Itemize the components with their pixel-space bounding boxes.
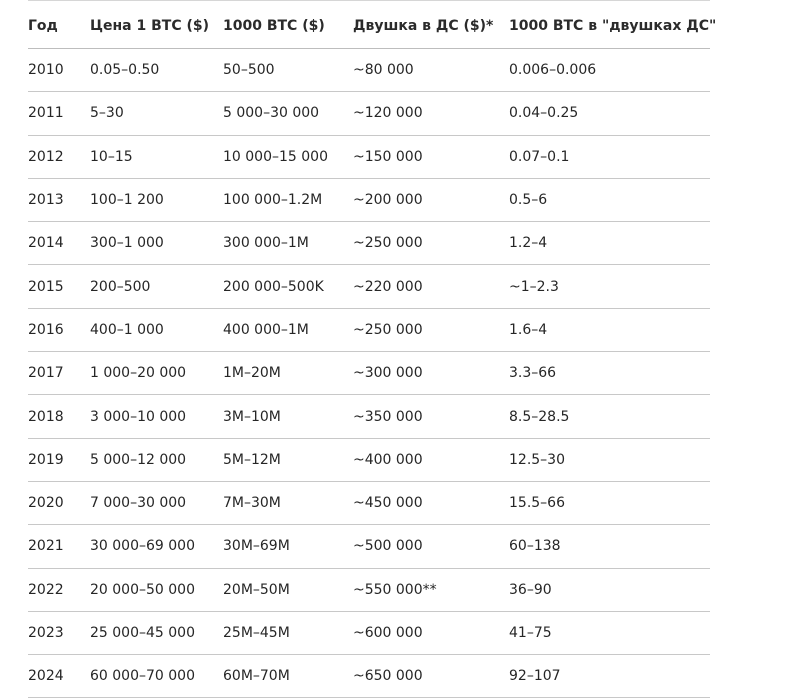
cell-year: 2022: [28, 568, 90, 611]
cell-price-1-btc: 60 000–70 000: [90, 655, 223, 698]
cell-price-1-btc: 5 000–12 000: [90, 438, 223, 481]
cell-year: 2019: [28, 438, 90, 481]
cell-apartment-price: ~200 000: [353, 178, 509, 221]
header-1000-btc: 1000 BTC ($): [223, 1, 353, 49]
table-row: [28, 178, 710, 221]
cell-apartment-price: ~650 000: [353, 655, 509, 698]
cell-1000-btc: 400 000–1M: [223, 308, 353, 351]
cell-price-1-btc: 20 000–50 000: [90, 568, 223, 611]
cell-btc-in-apartments: 8.5–28.5: [509, 395, 710, 438]
cell-apartment-price: ~300 000: [353, 352, 509, 395]
cell-btc-in-apartments: 3.3–66: [509, 352, 710, 395]
cell-price-1-btc: 5–30: [90, 92, 223, 135]
header-year: Год: [28, 1, 90, 49]
cell-apartment-price: ~550 000**: [353, 568, 509, 611]
cell-1000-btc: 3M–10M: [223, 395, 353, 438]
cell-apartment-price: ~120 000: [353, 92, 509, 135]
cell-1000-btc: 200 000–500K: [223, 265, 353, 308]
table-row: [28, 49, 710, 92]
table-row: [28, 308, 710, 351]
cell-btc-in-apartments: 0.07–0.1: [509, 135, 710, 178]
cell-year: 2020: [28, 481, 90, 524]
cell-year: 2015: [28, 265, 90, 308]
table-row: [28, 352, 710, 395]
header-apartment-price: Двушка в ДС ($)*: [353, 1, 509, 49]
btc-table-container: [28, 0, 717, 698]
cell-apartment-price: ~350 000: [353, 395, 509, 438]
cell-year: 2018: [28, 395, 90, 438]
cell-btc-in-apartments: 1.6–4: [509, 308, 710, 351]
table-row: [28, 265, 710, 308]
cell-year: 2021: [28, 525, 90, 568]
cell-year: 2017: [28, 352, 90, 395]
cell-price-1-btc: 400–1 000: [90, 308, 223, 351]
cell-btc-in-apartments: 41–75: [509, 611, 710, 654]
cell-1000-btc: 5 000–30 000: [223, 92, 353, 135]
cell-1000-btc: 10 000–15 000: [223, 135, 353, 178]
cell-year: 2024: [28, 655, 90, 698]
cell-1000-btc: 300 000–1M: [223, 222, 353, 265]
table-row: [28, 222, 710, 265]
cell-apartment-price: ~80 000: [353, 49, 509, 92]
table-row: [28, 438, 710, 481]
cell-year: 2023: [28, 611, 90, 654]
cell-apartment-price: ~400 000: [353, 438, 509, 481]
header-price-1-btc: Цена 1 BTC ($): [90, 1, 223, 49]
cell-1000-btc: 1M–20M: [223, 352, 353, 395]
table-row: [28, 135, 710, 178]
cell-year: 2016: [28, 308, 90, 351]
cell-price-1-btc: 30 000–69 000: [90, 525, 223, 568]
cell-1000-btc: 5M–12M: [223, 438, 353, 481]
cell-apartment-price: ~500 000: [353, 525, 509, 568]
cell-price-1-btc: 0.05–0.50: [90, 49, 223, 92]
table-header: [28, 1, 717, 49]
cell-1000-btc: 50–500: [223, 49, 353, 92]
table-row: [28, 655, 710, 698]
cell-apartment-price: ~250 000: [353, 308, 509, 351]
cell-apartment-price: ~220 000: [353, 265, 509, 308]
cell-1000-btc: 30M–69M: [223, 525, 353, 568]
table-body: [28, 49, 710, 698]
cell-btc-in-apartments: 15.5–66: [509, 481, 710, 524]
cell-btc-in-apartments: ~1–2.3: [509, 265, 710, 308]
cell-year: 2014: [28, 222, 90, 265]
cell-btc-in-apartments: 1.2–4: [509, 222, 710, 265]
cell-btc-in-apartments: 92–107: [509, 655, 710, 698]
table-row: [28, 525, 710, 568]
cell-price-1-btc: 1 000–20 000: [90, 352, 223, 395]
table-row: [28, 481, 710, 524]
cell-btc-in-apartments: 36–90: [509, 568, 710, 611]
cell-btc-in-apartments: 0.04–0.25: [509, 92, 710, 135]
cell-btc-in-apartments: 60–138: [509, 525, 710, 568]
cell-apartment-price: ~250 000: [353, 222, 509, 265]
cell-apartment-price: ~600 000: [353, 611, 509, 654]
cell-year: 2011: [28, 92, 90, 135]
btc-price-table: [28, 0, 717, 698]
cell-btc-in-apartments: 0.006–0.006: [509, 49, 710, 92]
cell-year: 2013: [28, 178, 90, 221]
cell-price-1-btc: 7 000–30 000: [90, 481, 223, 524]
cell-price-1-btc: 10–15: [90, 135, 223, 178]
cell-1000-btc: 20M–50M: [223, 568, 353, 611]
table-row: [28, 395, 710, 438]
cell-year: 2010: [28, 49, 90, 92]
cell-price-1-btc: 300–1 000: [90, 222, 223, 265]
table-row: [28, 611, 710, 654]
cell-btc-in-apartments: 12.5–30: [509, 438, 710, 481]
cell-year: 2012: [28, 135, 90, 178]
cell-1000-btc: 60M–70M: [223, 655, 353, 698]
cell-1000-btc: 25M–45M: [223, 611, 353, 654]
table-row: [28, 568, 710, 611]
cell-price-1-btc: 25 000–45 000: [90, 611, 223, 654]
cell-apartment-price: ~150 000: [353, 135, 509, 178]
cell-price-1-btc: 200–500: [90, 265, 223, 308]
cell-btc-in-apartments: 0.5–6: [509, 178, 710, 221]
cell-1000-btc: 7M–30M: [223, 481, 353, 524]
cell-apartment-price: ~450 000: [353, 481, 509, 524]
table-row: [28, 92, 710, 135]
cell-price-1-btc: 100–1 200: [90, 178, 223, 221]
cell-1000-btc: 100 000–1.2M: [223, 178, 353, 221]
table-header-row: [28, 1, 710, 49]
cell-price-1-btc: 3 000–10 000: [90, 395, 223, 438]
header-btc-in-apartments: 1000 BTC в "двушках ДС": [509, 1, 710, 49]
